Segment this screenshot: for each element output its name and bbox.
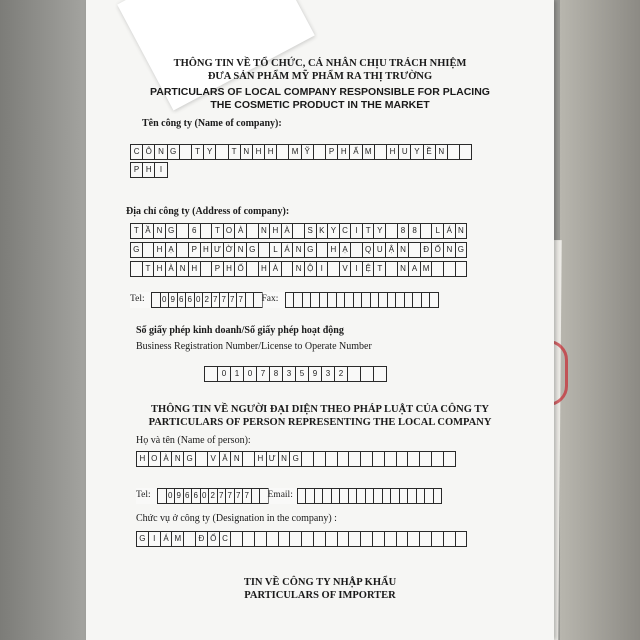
letter-box: 0 bbox=[217, 366, 231, 382]
letter-box: M bbox=[420, 261, 433, 277]
importer-title-en: PARTICULARS OF IMPORTER bbox=[244, 590, 396, 601]
tel-digit-box: 7 bbox=[219, 292, 229, 308]
letter-box: Ẩ bbox=[349, 144, 362, 160]
rep-tel-digit-box: 6 bbox=[191, 488, 201, 504]
company-name-label: Tên công ty (Name of company): bbox=[142, 118, 282, 129]
importer-title-vi: TIN VỀ CÔNG TY NHẬP KHẨU bbox=[243, 577, 397, 588]
person-name-label: Họ và tên (Name of person): bbox=[136, 435, 251, 446]
letter-box: Ố bbox=[431, 242, 444, 258]
letter-box: Ề bbox=[423, 144, 436, 160]
letter-box: 2 bbox=[334, 366, 348, 382]
letter-box: H bbox=[142, 162, 155, 178]
letter-box: Y bbox=[373, 223, 386, 239]
letter-box: S bbox=[304, 223, 317, 239]
letter-box: N bbox=[455, 223, 468, 239]
letter-box: N bbox=[397, 242, 410, 258]
letter-box: V bbox=[339, 261, 352, 277]
letter-box: U bbox=[398, 144, 411, 160]
letter-box: T bbox=[362, 223, 375, 239]
letter-box: 6 bbox=[188, 223, 201, 239]
letter-box: I bbox=[350, 261, 363, 277]
tel-digit-box: 9 bbox=[168, 292, 178, 308]
letter-box: T bbox=[142, 261, 155, 277]
letter-box: P bbox=[211, 261, 224, 277]
letter-box: K bbox=[316, 223, 329, 239]
letter-box: A bbox=[408, 261, 421, 277]
letter-box: À bbox=[234, 223, 247, 239]
address-row-2 bbox=[130, 242, 466, 258]
letter-box: 1 bbox=[230, 366, 244, 382]
rep-tel-digit-box: 9 bbox=[174, 488, 184, 504]
letter-box bbox=[373, 366, 387, 382]
letter-box: H bbox=[153, 242, 166, 258]
letter-box: H bbox=[337, 144, 350, 160]
address-row-1 bbox=[130, 223, 466, 239]
letter-box: H bbox=[223, 261, 236, 277]
letter-box: M bbox=[362, 144, 375, 160]
letter-box: 8 bbox=[397, 223, 410, 239]
title-en-line1: PARTICULARS OF LOCAL COMPANY RESPONSIBLE FOR PLACING bbox=[150, 86, 490, 98]
letter-box bbox=[455, 261, 468, 277]
rep-title-en: PARTICULARS OF PERSON REPRESENTING THE LOCAL COMPANY bbox=[148, 417, 492, 428]
rep-tel-digit-box: 2 bbox=[208, 488, 218, 504]
letter-box: À bbox=[269, 261, 282, 277]
letter-box: T bbox=[211, 223, 224, 239]
letter-box: T bbox=[130, 223, 143, 239]
letter-box bbox=[455, 531, 468, 547]
tel-digit-box: 6 bbox=[185, 292, 195, 308]
letter-box: N bbox=[435, 144, 448, 160]
letter-box: Ờ bbox=[223, 242, 236, 258]
letter-box: L bbox=[431, 223, 444, 239]
letter-box: Ậ bbox=[385, 242, 398, 258]
rep-tel-digit-box: 7 bbox=[217, 488, 227, 504]
letter-box: G bbox=[130, 242, 143, 258]
person-row bbox=[136, 451, 455, 467]
letter-box: I bbox=[154, 162, 167, 178]
letter-box: G bbox=[289, 451, 302, 467]
letter-box: L bbox=[269, 242, 282, 258]
letter-box: N bbox=[154, 144, 167, 160]
tel-digit-box: 7 bbox=[236, 292, 246, 308]
letter-box: H bbox=[252, 144, 265, 160]
letter-box: 8 bbox=[269, 366, 283, 382]
letter-box: À bbox=[281, 223, 294, 239]
letter-box: Ư bbox=[211, 242, 224, 258]
license-label-en: Business Registration Number/License to Operate Number bbox=[136, 341, 372, 352]
letter-box: G bbox=[304, 242, 317, 258]
letter-box: N bbox=[240, 144, 253, 160]
letter-box: H bbox=[258, 261, 271, 277]
designation-row bbox=[136, 531, 466, 547]
form-page bbox=[86, 0, 554, 640]
letter-box: Đ bbox=[420, 242, 433, 258]
empty-box bbox=[433, 488, 443, 504]
letter-box: N bbox=[234, 242, 247, 258]
letter-box: Q bbox=[362, 242, 375, 258]
letter-box: H bbox=[153, 261, 166, 277]
rep-tel-email-row bbox=[136, 488, 441, 504]
letter-box: T bbox=[373, 261, 386, 277]
company-row-2 bbox=[130, 162, 167, 178]
letter-box: I bbox=[148, 531, 161, 547]
letter-box: H bbox=[327, 242, 340, 258]
letter-box: N bbox=[292, 261, 305, 277]
rep-tel-digit-box: 0 bbox=[200, 488, 210, 504]
letter-box: Ệ bbox=[362, 261, 375, 277]
letter-box: Ố bbox=[207, 531, 220, 547]
rep-tel-label: Tel: bbox=[136, 488, 158, 504]
letter-box: G bbox=[167, 144, 180, 160]
title-vi-line2: ĐƯA SẢN PHẨM MỸ PHẨM RA THỊ TRƯỜNG bbox=[207, 71, 433, 82]
letter-box: T bbox=[191, 144, 204, 160]
letter-box: H bbox=[136, 451, 149, 467]
fax-label: Fax: bbox=[262, 292, 286, 308]
letter-box: H bbox=[386, 144, 399, 160]
letter-box: Y bbox=[327, 223, 340, 239]
letter-box: P bbox=[325, 144, 338, 160]
letter-box: Ỹ bbox=[301, 144, 314, 160]
letter-box: Ô bbox=[142, 144, 155, 160]
letter-box: Á bbox=[160, 531, 173, 547]
letter-box: Ố bbox=[234, 261, 247, 277]
letter-box: N bbox=[176, 261, 189, 277]
letter-box: C bbox=[339, 223, 352, 239]
letter-box: 0 bbox=[243, 366, 257, 382]
tel-digit-box: 0 bbox=[194, 292, 204, 308]
email-label: Email: bbox=[268, 488, 298, 504]
letter-box: M bbox=[288, 144, 301, 160]
letter-box: Ộ bbox=[304, 261, 317, 277]
letter-box: U bbox=[373, 242, 386, 258]
license-row bbox=[204, 366, 386, 382]
letter-box: N bbox=[230, 451, 243, 467]
rep-tel-digit-box: 7 bbox=[242, 488, 252, 504]
tel-digit-box: 2 bbox=[202, 292, 212, 308]
letter-box: 3 bbox=[321, 366, 335, 382]
letter-box: Ă bbox=[219, 451, 232, 467]
rep-tel-digit-box: 0 bbox=[166, 488, 176, 504]
letter-box: 9 bbox=[308, 366, 322, 382]
letter-box: G bbox=[136, 531, 149, 547]
letter-box: 7 bbox=[256, 366, 270, 382]
tel-digit-box: 7 bbox=[228, 292, 238, 308]
letter-box: H bbox=[264, 144, 277, 160]
tel-fax-row bbox=[130, 292, 438, 308]
letter-box: V bbox=[207, 451, 220, 467]
letter-box: M bbox=[171, 531, 184, 547]
letter-box: I bbox=[316, 261, 329, 277]
empty-box bbox=[429, 292, 439, 308]
letter-box: À bbox=[165, 261, 178, 277]
tel-digit-box: 0 bbox=[160, 292, 170, 308]
address-row-3 bbox=[130, 261, 466, 277]
letter-box: H bbox=[254, 451, 267, 467]
letter-box bbox=[459, 144, 472, 160]
letter-box bbox=[347, 366, 361, 382]
letter-box bbox=[443, 451, 456, 467]
letter-box: Ầ bbox=[142, 223, 155, 239]
rep-tel-digit-box: 7 bbox=[234, 488, 244, 504]
background-left bbox=[0, 0, 86, 640]
letter-box: 3 bbox=[282, 366, 296, 382]
letter-box: P bbox=[130, 162, 143, 178]
tel-digit-box: 7 bbox=[211, 292, 221, 308]
letter-box: Á bbox=[281, 242, 294, 258]
letter-box: N bbox=[153, 223, 166, 239]
letter-box: N bbox=[258, 223, 271, 239]
letter-box bbox=[360, 366, 374, 382]
letter-box: N bbox=[443, 242, 456, 258]
letter-box: Y bbox=[410, 144, 423, 160]
letter-box: H bbox=[200, 242, 213, 258]
letter-box: G bbox=[183, 451, 196, 467]
letter-box: N bbox=[171, 451, 184, 467]
letter-box: G bbox=[455, 242, 468, 258]
letter-box: N bbox=[292, 242, 305, 258]
background-right bbox=[560, 0, 640, 640]
title-en-line2: THE COSMETIC PRODUCT IN THE MARKET bbox=[210, 99, 430, 111]
tel-label: Tel: bbox=[130, 292, 152, 308]
designation-label: Chức vụ ở công ty (Designation in the company) : bbox=[136, 513, 337, 524]
letter-box: Ạ bbox=[165, 242, 178, 258]
letter-box: H bbox=[188, 261, 201, 277]
letter-box: Ư bbox=[266, 451, 279, 467]
letter-box: G bbox=[165, 223, 178, 239]
letter-box: G bbox=[246, 242, 259, 258]
company-row-1 bbox=[130, 144, 471, 160]
letter-box: 8 bbox=[408, 223, 421, 239]
letter-box: C bbox=[130, 144, 143, 160]
letter-box: N bbox=[278, 451, 291, 467]
license-label-vi: Số giấy phép kinh doanh/Số giấy phép hoạt động bbox=[136, 325, 344, 336]
tel-digit-box: 6 bbox=[177, 292, 187, 308]
letter-box: 5 bbox=[295, 366, 309, 382]
letter-box: N bbox=[397, 261, 410, 277]
letter-box: P bbox=[188, 242, 201, 258]
address-label: Địa chỉ công ty (Address of company): bbox=[126, 206, 290, 217]
letter-box: Đ bbox=[195, 531, 208, 547]
letter-box: H bbox=[269, 223, 282, 239]
letter-box: À bbox=[160, 451, 173, 467]
rep-title-vi: THÔNG TIN VỀ NGƯỜI ĐẠI DIỆN THEO PHÁP LUẬT CỦA CÔNG TY bbox=[151, 404, 489, 415]
letter-box: O bbox=[148, 451, 161, 467]
letter-box: Y bbox=[203, 144, 216, 160]
letter-box: Ạ bbox=[339, 242, 352, 258]
letter-box: Á bbox=[443, 223, 456, 239]
letter-box: I bbox=[350, 223, 363, 239]
letter-box bbox=[204, 366, 218, 382]
letter-box: T bbox=[228, 144, 241, 160]
rep-tel-digit-box: 7 bbox=[225, 488, 235, 504]
letter-box: C bbox=[219, 531, 232, 547]
rep-tel-digit-box: 6 bbox=[183, 488, 193, 504]
letter-box: O bbox=[223, 223, 236, 239]
title-vi-line1: THÔNG TIN VỀ TỔ CHỨC, CÁ NHÂN CHỊU TRÁCH NHIỆM bbox=[173, 58, 467, 69]
